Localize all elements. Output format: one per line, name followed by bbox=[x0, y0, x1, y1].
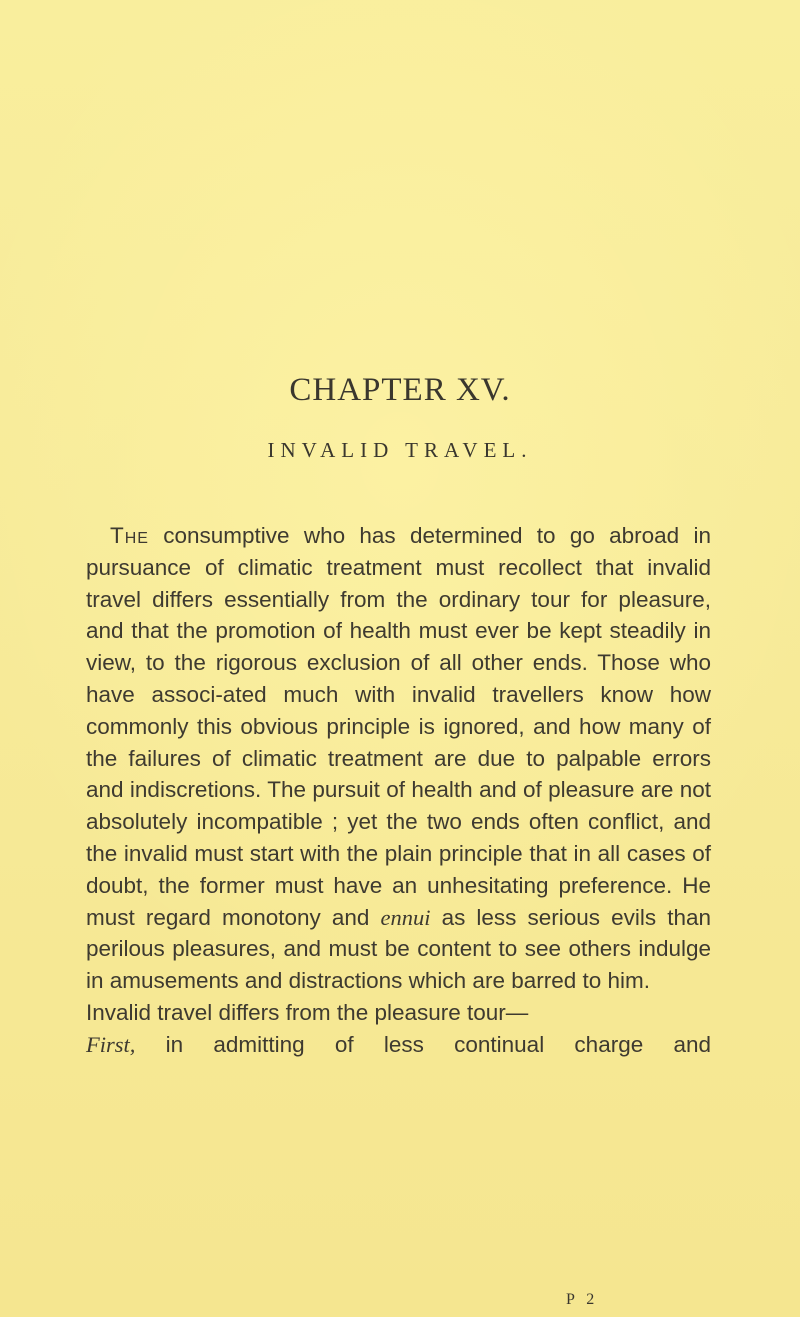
italic-first: First, bbox=[86, 1031, 136, 1057]
paragraph-2-line-2 bbox=[86, 1029, 711, 1061]
paragraph-1-text-b: as less serious evils than perilous pleasures, and must be content to see others indulge in amusements and distractions which are barred to him. bbox=[86, 904, 711, 994]
chapter-title: INVALID TRAVEL. bbox=[267, 438, 533, 462]
paragraph-2-line-1: Invalid travel differs from the pleasure tour— bbox=[86, 999, 529, 1025]
body-text bbox=[86, 520, 711, 1061]
chapter-heading: CHAPTER XV. bbox=[289, 372, 511, 408]
paragraph-1-text-a: consumptive who has determined to go abroad in pursuance of climatic treatment must recollect that invalid travel differs essentially from the ordinary tour for pleasure, and that the promotion of health must ever be kept steadily in view, to the rigorous exclusion of all other ends. Those who have associ-ated much with invalid travellers know how commonly this obvious principle is ignored, and how many of the failures of climatic treatment are due to palpable errors and indiscretions. The pursuit of health and of pleasure are not absolutely incompatible ; yet the two ends often conflict, and the invalid must start with the plain principle that in all cases of doubt, the former must have an unhesitating preference. He must regard monotony and bbox=[86, 523, 711, 930]
paragraph-2 bbox=[86, 997, 711, 1061]
italic-term: ennui bbox=[380, 904, 431, 930]
paragraph-2-line-2-rest: in admitting of less continual charge and bbox=[135, 1031, 711, 1057]
paragraph-1 bbox=[86, 520, 711, 997]
signature-mark: P 2 bbox=[566, 1291, 599, 1308]
opening-word: The bbox=[110, 523, 149, 548]
